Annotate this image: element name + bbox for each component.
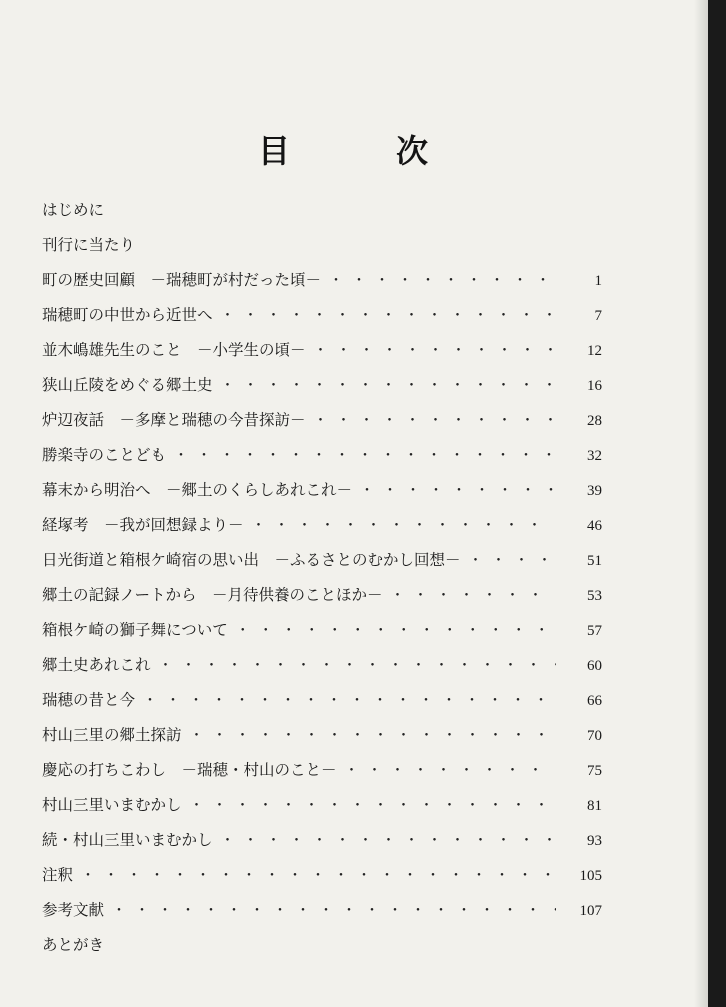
toc-page-number: 75 — [587, 763, 602, 779]
toc-entry — [42, 898, 602, 933]
toc-entry — [42, 933, 602, 968]
toc-leader-dots — [345, 760, 556, 780]
toc-page-number: 16 — [587, 378, 602, 394]
toc-leader-dots — [221, 305, 556, 325]
toc-entry-title: 村山三里いまむかし — [42, 796, 182, 814]
toc-leader-dots — [190, 725, 556, 745]
toc-leader-dots — [314, 410, 556, 430]
title-char-2: 次 — [395, 132, 428, 170]
toc-entry — [42, 338, 602, 373]
toc-entry-title: 狭山丘陵をめぐる郷土史 — [42, 376, 213, 394]
toc-page-number: 32 — [587, 448, 602, 464]
toc-entry-title: 村山三里の郷土探訪 — [42, 726, 182, 744]
toc-page-number: 39 — [587, 483, 602, 499]
toc-leader-dots — [221, 830, 556, 850]
page-title — [258, 126, 428, 172]
toc-page-number: 66 — [587, 693, 602, 709]
toc-entry-title: 幕末から明治へ －郷土のくらしあれこれ－ — [42, 481, 353, 499]
toc-entry-title: 経塚考 －我が回想録より－ — [42, 516, 244, 534]
toc-leader-dots — [469, 550, 556, 570]
toc-entry-title: 箱根ケ崎の獅子舞について — [42, 621, 228, 639]
toc-entry — [42, 793, 602, 828]
toc-leader-dots — [143, 690, 556, 710]
toc-entry — [42, 233, 602, 268]
toc-entry — [42, 408, 602, 443]
toc-page-number: 60 — [587, 658, 602, 674]
toc-leader-dots — [81, 865, 556, 885]
toc-page-number: 105 — [579, 868, 602, 884]
toc-entry — [42, 688, 602, 723]
toc-entry-title: 瑞穂町の中世から近世へ — [42, 306, 213, 324]
toc-entry — [42, 583, 602, 618]
toc-leader-dots — [190, 795, 556, 815]
toc-entry-title: 勝楽寺のことども — [42, 446, 167, 464]
toc-entry — [42, 548, 602, 583]
toc-page-number: 46 — [587, 518, 602, 534]
toc-entry-title: 参考文献 — [42, 901, 105, 919]
toc-entry — [42, 758, 602, 793]
toc-leader-dots — [159, 655, 556, 675]
toc-entry — [42, 303, 602, 338]
toc-entry-title: 炉辺夜話 －多摩と瑞穂の今昔探訪－ — [42, 411, 306, 429]
toc-entry-title: 日光街道と箱根ケ崎宿の思い出 －ふるさとのむかし回想－ — [42, 551, 461, 569]
toc-entry-title: 注釈 — [42, 866, 74, 884]
toc-leader-dots — [252, 515, 556, 535]
toc-entry — [42, 443, 602, 478]
toc-page-number: 28 — [587, 413, 602, 429]
toc-page-number: 51 — [587, 553, 602, 569]
toc-page-number: 53 — [587, 588, 602, 604]
toc-page-number: 7 — [594, 308, 602, 324]
toc-entry — [42, 723, 602, 758]
toc-page-number: 70 — [587, 728, 602, 744]
toc-leader-dots — [391, 585, 556, 605]
toc-page-number: 93 — [587, 833, 602, 849]
toc-leader-dots — [314, 340, 556, 360]
toc-entry — [42, 513, 602, 548]
toc-leader-dots — [112, 900, 556, 920]
toc-entry-title: 並木嶋雄先生のこと －小学生の頃－ — [42, 341, 306, 359]
toc-entry-title: 続・村山三里いまむかし — [42, 831, 213, 849]
toc-entry — [42, 268, 602, 303]
toc-page-number: 57 — [587, 623, 602, 639]
toc-entry-title: 瑞穂の昔と今 — [42, 691, 136, 709]
toc-entry-title: はじめに — [42, 201, 105, 219]
toc-page-number: 12 — [587, 343, 602, 359]
toc-entry — [42, 618, 602, 653]
toc-leader-dots — [329, 270, 556, 290]
toc-entry — [42, 478, 602, 513]
toc-entry-title: 郷土の記録ノートから －月待供養のことほか－ — [42, 586, 383, 604]
toc-entry-title: 刊行に当たり — [42, 236, 136, 254]
toc-entry — [42, 198, 602, 233]
table-of-contents — [42, 198, 602, 968]
toc-page-number: 81 — [587, 798, 602, 814]
toc-entry-title: あとがき — [42, 936, 105, 954]
title-char-1: 目 — [258, 132, 291, 170]
toc-entry — [42, 373, 602, 408]
toc-page-number: 107 — [579, 903, 602, 919]
toc-leader-dots — [221, 375, 556, 395]
toc-entry-title: 郷土史あれこれ — [42, 656, 151, 674]
toc-leader-dots — [236, 620, 556, 640]
toc-entry — [42, 828, 602, 863]
toc-entry — [42, 863, 602, 898]
toc-leader-dots — [174, 445, 556, 465]
toc-page-number: 1 — [594, 273, 602, 289]
toc-entry-title: 慶応の打ちこわし －瑞穂・村山のこと－ — [42, 761, 337, 779]
toc-leader-dots — [360, 480, 556, 500]
toc-entry — [42, 653, 602, 688]
toc-entry-title: 町の歴史回顧 －瑞穂町が村だった頃－ — [42, 271, 322, 289]
